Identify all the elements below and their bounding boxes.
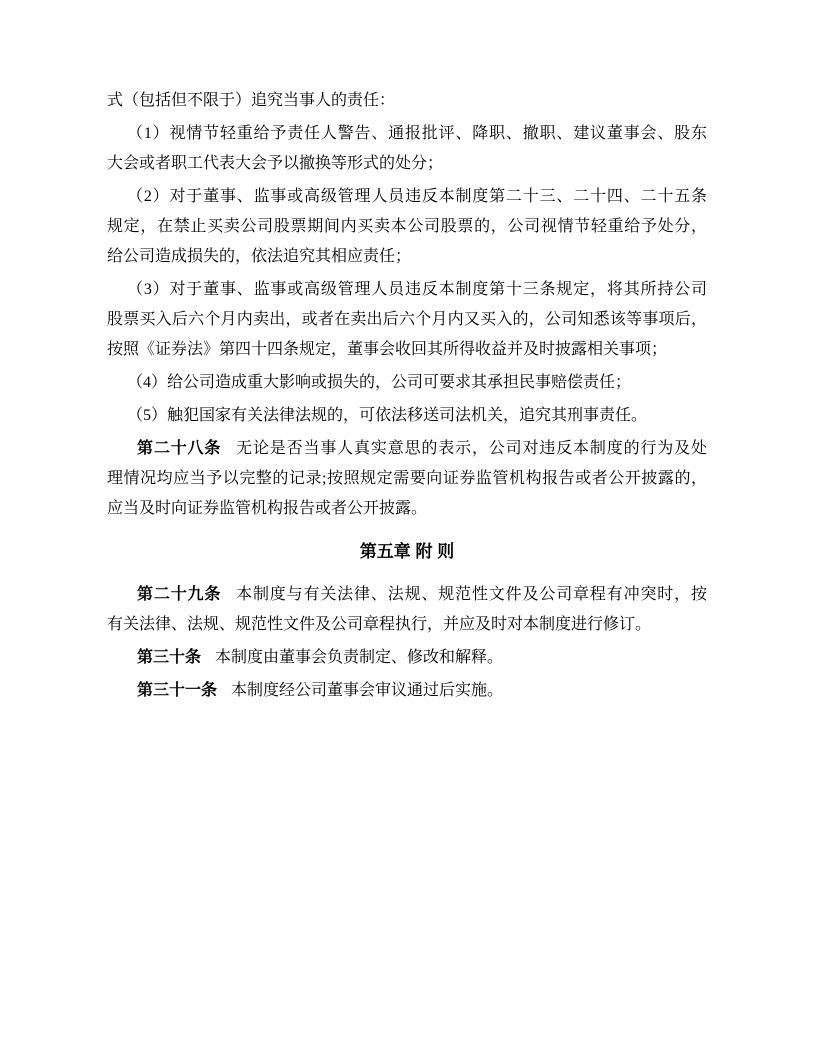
article-paragraph: [107, 580, 707, 640]
text-line: 规定，在禁止买卖公司股票期间内买卖本公司股票的，公司视情节轻重给予处分，: [107, 218, 707, 235]
text-line: 给公司造成损失的，依法追究其相应责任；: [107, 248, 412, 265]
chapter-heading: 第五章 附 则: [359, 542, 455, 561]
article-number: 第三十条: [137, 649, 202, 666]
paragraph: [107, 86, 707, 116]
text-line: （4）给公司造成重大影响或损失的，公司可要求其承担民事赔偿责任；: [127, 374, 632, 391]
article-paragraph: [107, 643, 707, 673]
article-paragraph: [107, 676, 707, 706]
list-item-paragraph: [107, 182, 707, 272]
article-number: 第二十八条: [137, 440, 222, 457]
article-number: 第三十一条: [137, 682, 218, 699]
text-line: （3）对于董事、监事或高级管理人员违反本制度第十三条规定，将其所持公司: [127, 281, 707, 298]
article-paragraph: [107, 434, 707, 524]
list-item-paragraph: [107, 275, 707, 365]
text-line: 式（包括但不限于）追究当事人的责任：: [107, 92, 396, 109]
text-line: 应当及时向证券监管机构报告或者公开披露。: [107, 500, 428, 517]
text-line: 大会或者职工代表大会予以撤换等形式的处分；: [107, 155, 444, 172]
text-line: [107, 643, 707, 673]
article-text: 无论是否当事人真实意思的表示，公司对违反本制度的行为及处: [235, 440, 707, 457]
article-text: 本制度由董事会负责制定、修改和解释。: [215, 649, 504, 666]
article-text: 本制度经公司董事会审议通过后实施。: [231, 682, 504, 699]
text-line: （2）对于董事、监事或高级管理人员违反本制度第二十三、二十四、二十五条: [127, 188, 707, 205]
text-line: （5）触犯国家有关法律法规的，可依法移送司法机关，追究其刑事责任。: [127, 407, 648, 424]
text-line: [107, 580, 707, 610]
text-line: 有关法律、法规、规范性文件及公司章程执行，并应及时对本制度进行修订。: [107, 616, 652, 633]
text-line: [107, 676, 707, 706]
article-text: 本制度与有关法律、法规、规范性文件及公司章程有冲突时，按: [235, 586, 707, 603]
list-item-paragraph: [107, 368, 707, 398]
text-line: 股票买入后六个月内卖出，或者在卖出后六个月内又买入的，公司知悉该等事项后，: [107, 311, 707, 328]
text-line: 理情况均应当予以完整的记录;按照规定需要向证券监管机构报告或者公开披露的，: [107, 470, 707, 487]
text-line: [107, 434, 707, 464]
document-body: [107, 86, 707, 709]
text-line: 按照《证券法》第四十四条规定，董事会收回其所得收益并及时披露相关事项；: [107, 341, 668, 358]
list-item-paragraph: [107, 401, 707, 431]
article-number: 第二十九条: [137, 586, 222, 603]
list-item-paragraph: [107, 119, 707, 179]
text-line: （1）视情节轻重给予责任人警告、通报批评、降职、撤职、建议董事会、股东: [127, 125, 707, 142]
